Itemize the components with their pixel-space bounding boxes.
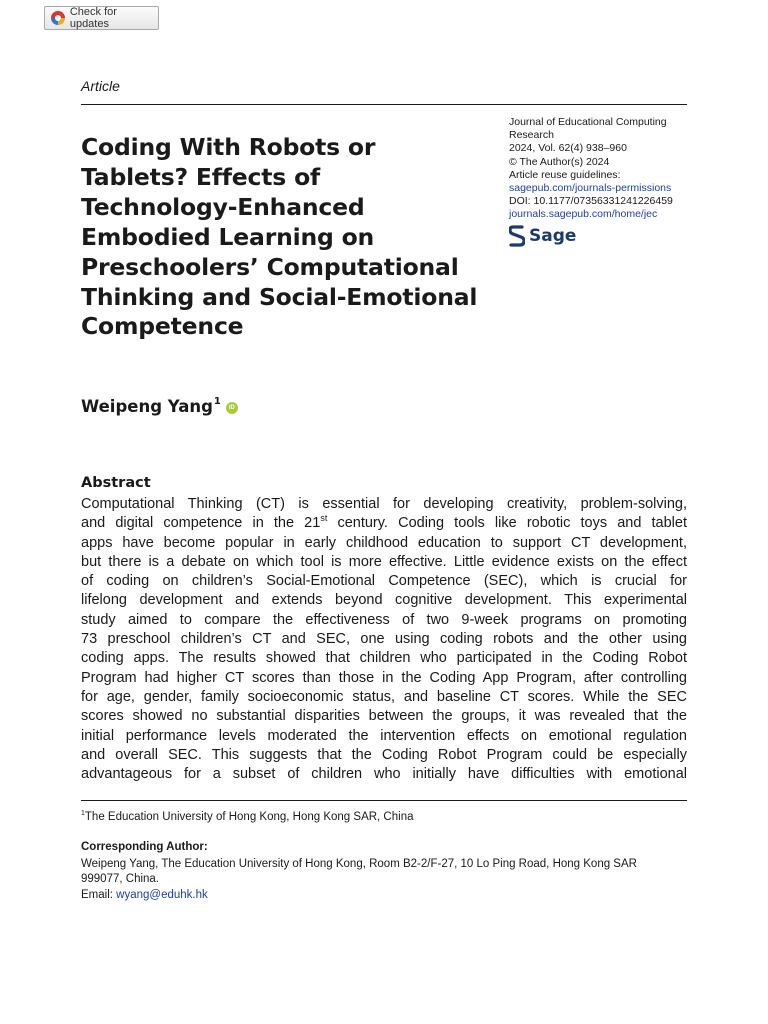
abstract-line: and overall SEC. This suggests that the Coding Robot Program could be especially xyxy=(81,746,687,763)
abstract-line: 73 preschool children’s CT and SEC, one using coding robots and the other using xyxy=(81,631,687,648)
abstract-line: advantageous for a subset of children who initially have difficulties with emotional xyxy=(81,766,687,783)
title-line: Coding With Robots or xyxy=(81,133,376,161)
title-line: Embodied Learning on xyxy=(81,222,375,251)
sage-s-icon xyxy=(509,225,525,247)
abstract-line: Computational Thinking (CT) is essential for developing creativity, problem-solving, xyxy=(81,496,687,512)
footnote-mark: 1 xyxy=(81,810,85,818)
corresponding-author-heading: Corresponding Author: xyxy=(81,841,208,853)
affiliation-footnote xyxy=(81,811,413,823)
journal-copyright: © The Author(s) 2024 xyxy=(509,155,610,168)
author-affiliation-mark: 1 xyxy=(213,396,221,407)
email-link[interactable]: wyang@eduhk.hk xyxy=(116,888,208,901)
abstract-line: for age, gender, family socioeconomic status, and baseline CT scores. While the SEC xyxy=(81,688,687,705)
abstract-text: century. Coding tools like robotic toys and tablet xyxy=(327,515,687,532)
abstract-line: study aimed to compare the effectiveness of two 9-week programs on promoting xyxy=(81,611,687,628)
title-line: Tablets? Effects of xyxy=(81,162,321,191)
title-line: Technology-Enhanced xyxy=(81,192,365,221)
header-divider xyxy=(81,104,687,105)
abstract-line: Program had higher CT scores than those in the Coding App Program, after controlling xyxy=(81,669,687,686)
permissions-link[interactable]: sagepub.com/journals-permissions xyxy=(509,182,672,195)
crossmark-icon xyxy=(51,11,65,25)
journal-reuse-label: Article reuse guidelines: xyxy=(509,168,621,181)
abstract-line: apps have become popular in early childhood education to support CT development, xyxy=(81,534,687,551)
article-type-label: Article xyxy=(81,78,120,94)
abstract-heading: Abstract xyxy=(81,475,151,491)
footnote-divider xyxy=(81,800,687,801)
journal-volume: 2024, Vol. 62(4) 938–960 xyxy=(509,142,627,155)
journal-name-line: Research xyxy=(509,129,554,142)
corresponding-author-details xyxy=(81,857,691,903)
affiliation-text: The Education University of Hong Kong, Hong Kong SAR, China xyxy=(84,811,414,823)
abstract-line xyxy=(81,514,687,533)
check-for-updates-button[interactable] xyxy=(44,6,159,30)
abstract-line: of coding on children’s Social-Emotional Competence (SEC), which is crucial for xyxy=(81,573,687,590)
corresponding-address-line: 999077, China. xyxy=(81,873,160,886)
abstract-line: initial performance levels moderated the intervention effects on emotional regulation xyxy=(81,727,687,744)
title-line: Thinking and Social-Emotional xyxy=(81,282,478,311)
author-line xyxy=(81,397,238,416)
title-line: Competence xyxy=(81,312,244,341)
corresponding-email-line xyxy=(81,888,691,903)
ordinal-suffix: st xyxy=(320,513,328,524)
corresponding-address-line: Weipeng Yang, The Education University of Hong Kong, Room B2-2/F-27, 10 Lo Ping Road, Hong Kong SAR xyxy=(81,858,637,870)
check-for-updates-label: Check for updates xyxy=(69,6,117,30)
abstract-body xyxy=(81,495,687,784)
journal-doi: DOI: 10.1177/07356331241226459 xyxy=(509,195,673,208)
abstract-line: coding apps. The results showed that children who participated in the Coding Robot xyxy=(81,650,687,667)
journal-info xyxy=(509,116,699,222)
sage-logo xyxy=(509,225,576,247)
abstract-line: lifelong development and extends beyond cognitive development. This experimental xyxy=(81,592,687,609)
journal-name-line: Journal of Educational Computing xyxy=(509,116,667,128)
sage-wordmark: Sage xyxy=(529,226,577,246)
orcid-icon[interactable]: iD xyxy=(226,402,238,414)
article-title xyxy=(81,133,491,342)
abstract-line: scores showed no substantial disparities between the groups, it was revealed that the xyxy=(81,708,687,725)
author-name: Weipeng Yang xyxy=(81,397,213,416)
abstract-text: and digital competence in the 21 xyxy=(81,515,321,532)
journal-home-link[interactable]: journals.sagepub.com/home/jec xyxy=(509,208,658,221)
title-line: Preschoolers’ Computational xyxy=(81,252,459,281)
abstract-line: but there is a debate on which tool is more effective. Little evidence exists on the effect xyxy=(81,553,687,570)
email-label: Email: xyxy=(81,888,117,901)
